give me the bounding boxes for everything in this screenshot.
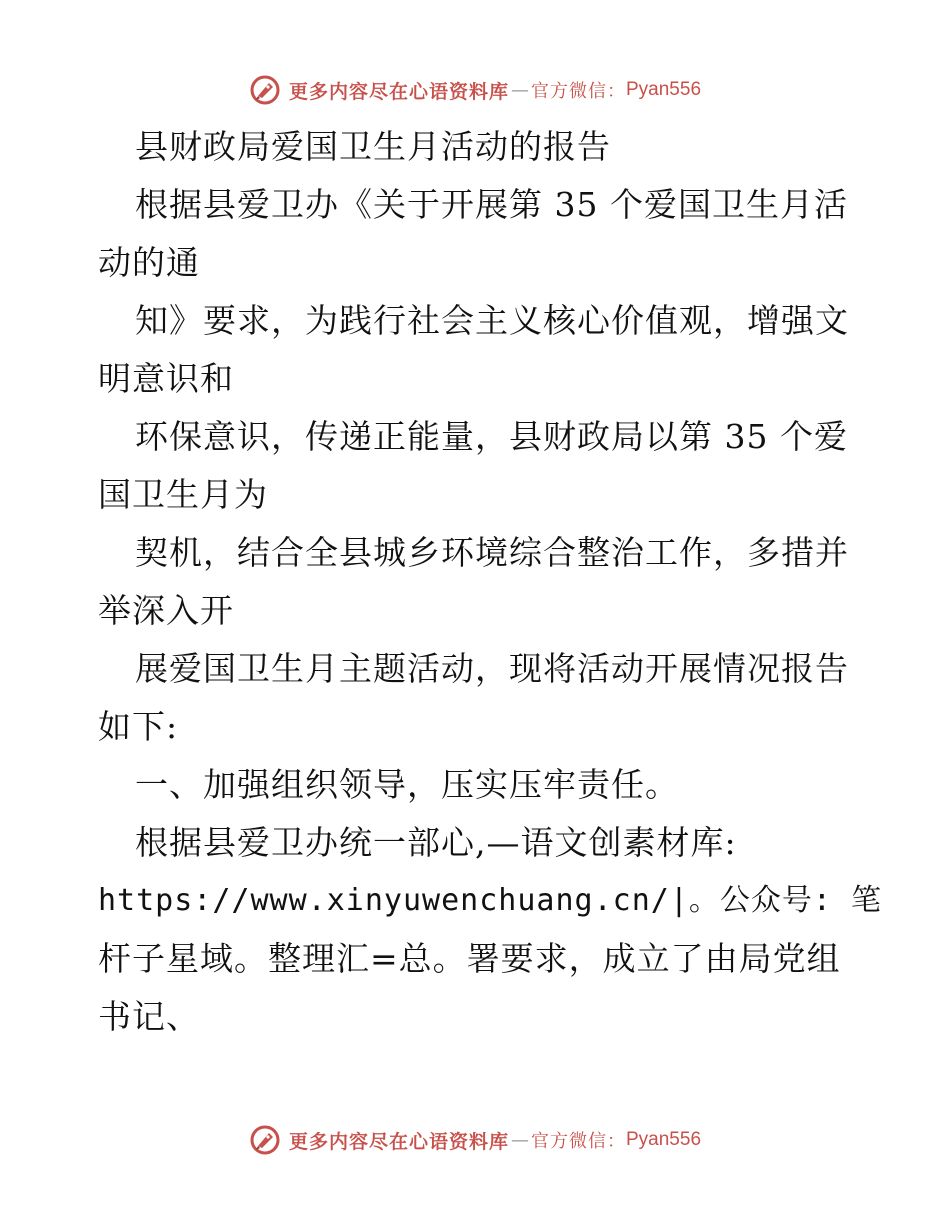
banner-slogan: 更多内容尽在心语资料库 (288, 80, 509, 103)
banner-wechat-label: 官方微信： (531, 81, 626, 102)
doc-line: 契机，结合全县城乡环境综合整治工作，多措并 (135, 533, 849, 572)
doc-url-line: https://www.xinyuwenchuang.cn/|。公众号: 笔 (98, 883, 883, 918)
doc-title: 县财政局爱国卫生月活动的报告 (135, 127, 611, 166)
doc-line: 根据县爱卫办《关于开展第 35 个爱国卫生月活 (135, 185, 848, 224)
banner-dash: — (511, 1129, 529, 1151)
banner-wechat-id: Pyan556 (626, 79, 702, 100)
doc-line: 国卫生月为 (98, 475, 268, 514)
header-banner (0, 70, 950, 110)
pen-nib-logo-icon (249, 1124, 281, 1156)
footer-banner-text (289, 1127, 701, 1154)
doc-line: 动的通 (98, 243, 200, 282)
header-banner-text (289, 77, 701, 104)
document-body (98, 118, 883, 1046)
doc-line: 展爱国卫生月主题活动，现将活动开展情况报告 (135, 649, 849, 688)
doc-line: 环保意识，传递正能量，县财政局以第 35 个爱 (135, 417, 848, 456)
banner-slogan: 更多内容尽在心语资料库 (288, 1130, 509, 1153)
doc-line: 举深入开 (98, 591, 234, 630)
pen-nib-logo-icon (249, 74, 281, 106)
footer-banner (0, 1120, 950, 1160)
doc-line: 知》要求，为践行社会主义核心价值观，增强文 (135, 301, 849, 340)
banner-dash: — (511, 79, 529, 101)
doc-line: 明意识和 (98, 359, 234, 398)
doc-line: 根据县爱卫办统一部心,—语文创素材库: (135, 823, 737, 862)
doc-line: 如下: (98, 707, 179, 746)
doc-line: 杆子星域。整理汇=总。署要求，成立了由局党组 (98, 939, 841, 978)
doc-line: 书记、 (98, 997, 200, 1036)
banner-wechat-id: Pyan556 (626, 1129, 702, 1150)
banner-wechat-label: 官方微信： (531, 1131, 626, 1152)
section-heading: 一、加强组织领导，压实压牢责任。 (135, 765, 679, 804)
